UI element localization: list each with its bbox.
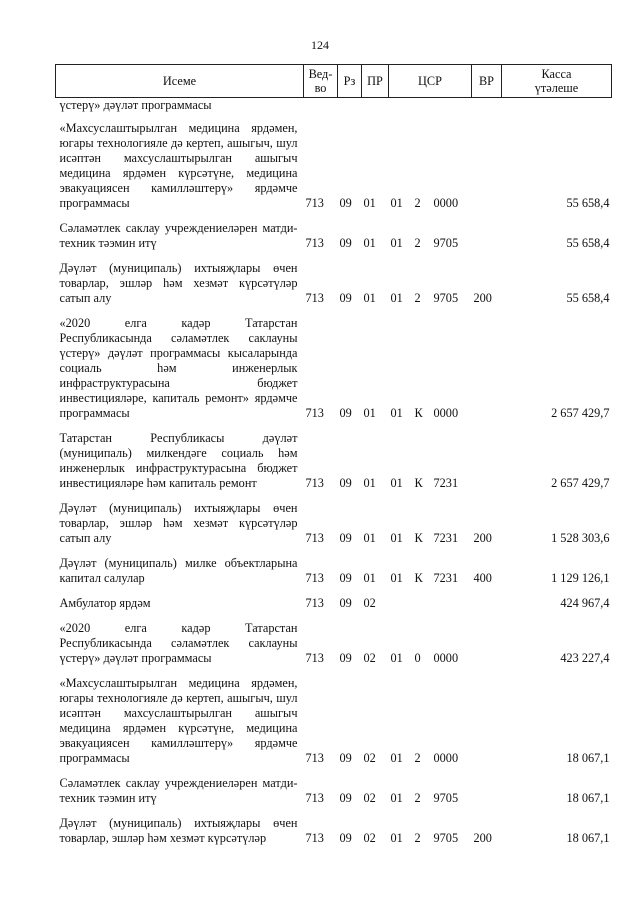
row-vr: 400 bbox=[473, 571, 492, 585]
row-rz: 09 bbox=[339, 571, 352, 585]
header-ved: Вед- во bbox=[304, 65, 338, 98]
row-name: үстерү» дәүләт программасы bbox=[59, 98, 212, 112]
page-number: 124 bbox=[311, 38, 329, 52]
row-csr-3: 0000 bbox=[433, 751, 459, 765]
row-csr-2: 2 bbox=[414, 831, 421, 845]
row-pr: 01 bbox=[363, 406, 376, 420]
row-csr-1: 01 bbox=[390, 196, 403, 210]
row-name: Амбулатор ярдәм bbox=[59, 596, 151, 610]
row-pr: 02 bbox=[363, 791, 376, 805]
row-csr-3: 9705 bbox=[433, 291, 459, 305]
row-ved: 713 bbox=[305, 571, 324, 585]
row-name: «2020 елга кадәр Татарстан Республикасында сәламәтлек саклауны үстерү» дәүләт программасы bbox=[59, 621, 298, 665]
table-row bbox=[56, 770, 612, 810]
row-csr-2: К bbox=[414, 571, 423, 585]
table-header-row bbox=[56, 65, 612, 98]
row-ved: 713 bbox=[305, 291, 324, 305]
row-vr bbox=[472, 590, 502, 615]
table-row bbox=[56, 590, 612, 615]
row-rz: 09 bbox=[339, 531, 352, 545]
header-csr: ЦСР bbox=[389, 65, 472, 98]
row-name: Сәламәтлек саклау учреждениеләрен матди-техник тәэмин итү bbox=[59, 776, 298, 805]
row-csr-3: 7231 bbox=[433, 531, 459, 545]
row-csr-2 bbox=[413, 590, 432, 615]
row-vr bbox=[472, 425, 502, 495]
row-pr: 01 bbox=[363, 236, 376, 250]
row-pr: 01 bbox=[363, 196, 376, 210]
row-csr-1: 01 bbox=[390, 571, 403, 585]
row-vr bbox=[472, 215, 502, 255]
table-row bbox=[56, 425, 612, 495]
row-amount: 424 967,4 bbox=[560, 596, 610, 610]
row-csr-2: К bbox=[414, 531, 423, 545]
row-amount: 18 067,1 bbox=[566, 791, 610, 805]
row-amount: 2 657 429,7 bbox=[551, 406, 610, 420]
row-csr-1: 01 bbox=[390, 476, 403, 490]
row-vr bbox=[472, 770, 502, 810]
row-ved: 713 bbox=[305, 196, 324, 210]
table-row bbox=[56, 550, 612, 590]
row-amount: 18 067,1 bbox=[566, 831, 610, 845]
row-csr-1: 01 bbox=[390, 791, 403, 805]
row-csr-2: К bbox=[414, 406, 423, 420]
row-amount: 55 658,4 bbox=[566, 291, 610, 305]
row-vr: 200 bbox=[473, 531, 492, 545]
row-csr-3: 9705 bbox=[433, 791, 459, 805]
row-csr-2: 2 bbox=[414, 791, 421, 805]
row-name: «2020 елга кадәр Татарстан Республикасында сәламәтлек саклауны үстерү» дәүләт программасы кысаларында социаль һәм инженерлык инфраструктурасына бюджет инвестицияләре, капиталь ремонт» ярдәмче программасы bbox=[59, 316, 298, 420]
row-amount: 18 067,1 bbox=[566, 751, 610, 765]
row-rz: 09 bbox=[339, 751, 352, 765]
row-vr bbox=[472, 670, 502, 770]
row-ved: 713 bbox=[305, 406, 324, 420]
row-csr-1: 01 bbox=[390, 291, 403, 305]
row-name: Дәүләт (муниципаль) ихтыяҗлары өчен товарлар, эшләр һәм хезмәт күрсәтүләр сатып алу bbox=[59, 501, 298, 545]
row-pr: 01 bbox=[363, 291, 376, 305]
row-rz: 09 bbox=[339, 236, 352, 250]
row-rz: 09 bbox=[339, 291, 352, 305]
row-csr-2: 2 bbox=[414, 751, 421, 765]
row-csr-3: 9705 bbox=[433, 236, 459, 250]
row-ved: 713 bbox=[305, 476, 324, 490]
row-pr: 02 bbox=[363, 751, 376, 765]
row-rz: 09 bbox=[339, 406, 352, 420]
row-amount: 1 528 303,6 bbox=[551, 531, 610, 545]
row-rz: 09 bbox=[339, 596, 352, 610]
row-amount bbox=[502, 98, 612, 116]
table-body bbox=[56, 98, 612, 851]
row-vr bbox=[472, 310, 502, 425]
row-csr-2: 2 bbox=[414, 196, 421, 210]
row-amount: 55 658,4 bbox=[566, 236, 610, 250]
row-csr-1: 01 bbox=[390, 831, 403, 845]
row-csr-2 bbox=[413, 98, 432, 116]
row-csr-1: 01 bbox=[390, 236, 403, 250]
row-csr-2: К bbox=[414, 476, 423, 490]
row-csr-3 bbox=[432, 590, 472, 615]
row-csr-1 bbox=[389, 98, 413, 116]
row-ved bbox=[304, 98, 338, 116]
table-row bbox=[56, 115, 612, 215]
row-rz: 09 bbox=[339, 476, 352, 490]
table-row bbox=[56, 615, 612, 670]
row-vr bbox=[472, 115, 502, 215]
row-rz: 09 bbox=[339, 831, 352, 845]
row-csr-2: 2 bbox=[414, 291, 421, 305]
row-amount: 423 227,4 bbox=[560, 651, 610, 665]
row-vr bbox=[472, 615, 502, 670]
budget-table bbox=[55, 64, 612, 850]
row-rz bbox=[338, 98, 362, 116]
row-pr: 01 bbox=[363, 571, 376, 585]
row-csr-1: 01 bbox=[390, 751, 403, 765]
table-row bbox=[56, 255, 612, 310]
row-csr-3: 0000 bbox=[433, 196, 459, 210]
row-rz: 09 bbox=[339, 651, 352, 665]
row-pr: 01 bbox=[363, 531, 376, 545]
row-amount: 1 129 126,1 bbox=[551, 571, 610, 585]
row-csr-3: 7231 bbox=[433, 476, 459, 490]
row-vr: 200 bbox=[473, 831, 492, 845]
row-csr-1: 01 bbox=[390, 406, 403, 420]
row-csr-3: 9705 bbox=[433, 831, 459, 845]
row-name: «Махсуслаштырылган медицина ярдәмен, югары технологияле дә кертеп, ашыгыч, шул исәптән махсуслаштырылган ашыгыч медицина ярдәмен күрсәтүне, медицина эвакуациясен камилләштерү» ярдәмче программасы bbox=[59, 676, 298, 765]
table-row bbox=[56, 98, 612, 116]
row-ved: 713 bbox=[305, 596, 324, 610]
row-name: «Махсуслаштырылган медицина ярдәмен, югары технологияле дә кертеп, ашыгыч, шул исәптән махсуслаштырылган ашыгыч медицина ярдәмен күрсәтүне, медицина эвакуациясен камилләштерү» ярдәмче программасы bbox=[59, 121, 298, 210]
row-pr: 02 bbox=[363, 831, 376, 845]
row-ved: 713 bbox=[305, 791, 324, 805]
row-pr: 02 bbox=[363, 651, 376, 665]
header-pr: ПР bbox=[362, 65, 389, 98]
header-rz: Рз bbox=[338, 65, 362, 98]
row-name: Дәүләт (муниципаль) милке объектларына капитал салулар bbox=[59, 556, 298, 585]
table-row bbox=[56, 495, 612, 550]
row-ved: 713 bbox=[305, 651, 324, 665]
row-ved: 713 bbox=[305, 236, 324, 250]
row-csr-1: 01 bbox=[390, 531, 403, 545]
row-vr bbox=[472, 98, 502, 116]
row-name: Сәламәтлек саклау учреждениеләрен матди-техник тәэмин итү bbox=[59, 221, 298, 250]
row-name: Татарстан Республикасы дәүләт (муниципаль) милкендәге социаль һәм инженерлык инфраструктурасына бюджет инвестицияләре һәм капиталь ремонт bbox=[59, 431, 298, 490]
row-name: Дәүләт (муниципаль) ихтыяҗлары өчен товарлар, эшләр һәм хезмәт күрсәтүләр сатып алу bbox=[59, 261, 298, 305]
row-amount: 55 658,4 bbox=[566, 196, 610, 210]
header-kassa: Касса үтәлеше bbox=[502, 65, 612, 98]
row-ved: 713 bbox=[305, 831, 324, 845]
row-csr-3 bbox=[432, 98, 472, 116]
row-amount: 2 657 429,7 bbox=[551, 476, 610, 490]
row-ved: 713 bbox=[305, 531, 324, 545]
row-csr-2: 2 bbox=[414, 236, 421, 250]
row-csr-1: 01 bbox=[390, 651, 403, 665]
row-vr: 200 bbox=[473, 291, 492, 305]
table-row bbox=[56, 670, 612, 770]
row-rz: 09 bbox=[339, 791, 352, 805]
row-csr-3: 0000 bbox=[433, 651, 459, 665]
row-csr-3: 0000 bbox=[433, 406, 459, 420]
table-row bbox=[56, 810, 612, 850]
row-csr-1 bbox=[389, 590, 413, 615]
row-pr: 01 bbox=[363, 476, 376, 490]
table-row bbox=[56, 215, 612, 255]
row-csr-3: 7231 bbox=[433, 571, 459, 585]
row-name: Дәүләт (муниципаль) ихтыяҗлары өчен товарлар, эшләр һәм хезмәт күрсәтүләр bbox=[59, 816, 298, 845]
row-rz: 09 bbox=[339, 196, 352, 210]
header-vr: ВР bbox=[472, 65, 502, 98]
row-ved: 713 bbox=[305, 751, 324, 765]
table-row bbox=[56, 310, 612, 425]
row-csr-2: 0 bbox=[414, 651, 421, 665]
row-pr: 02 bbox=[363, 596, 376, 610]
header-name: Исеме bbox=[56, 65, 304, 98]
row-pr bbox=[362, 98, 389, 116]
